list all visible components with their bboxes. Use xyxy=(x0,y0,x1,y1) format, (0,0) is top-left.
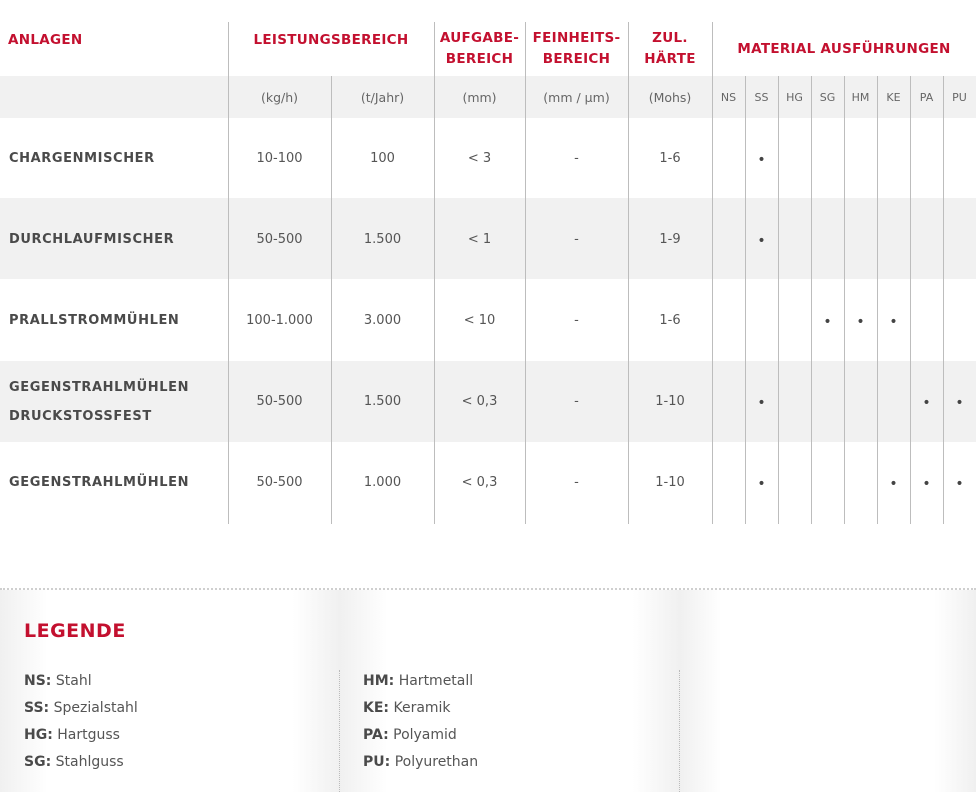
cell-haerte: 1-6 xyxy=(659,313,681,328)
legend-text: Keramik xyxy=(393,700,451,716)
legend-divider xyxy=(339,670,340,792)
cell-haerte: 1-6 xyxy=(659,151,681,166)
legend-item xyxy=(24,751,138,778)
cell-feinheit: - xyxy=(574,151,579,166)
legend-abbr: HG: xyxy=(24,727,53,743)
row-name xyxy=(9,280,179,361)
legend-text: Polyurethan xyxy=(394,754,479,770)
legend-item xyxy=(24,724,138,751)
header-aufgabe-line1: AUFGABE- xyxy=(439,30,520,46)
cell-aufgabe: < 10 xyxy=(463,313,496,328)
legend-text: Polyamid xyxy=(393,727,457,743)
column-divider xyxy=(778,76,779,524)
legend-item xyxy=(24,670,138,697)
material-code: PA xyxy=(919,90,934,104)
unit-kgh: (kg/h) xyxy=(260,89,299,105)
material-code: HM xyxy=(851,90,870,104)
unit-mm: (mm) xyxy=(462,89,497,105)
legend-item xyxy=(363,670,478,697)
header-haerte xyxy=(628,22,712,76)
legend-column-1 xyxy=(24,670,138,778)
cell-aufgabe: < 3 xyxy=(467,151,492,166)
unit-mohs: (Mohs) xyxy=(648,89,692,105)
header-aufgabe-line2: BEREICH xyxy=(445,51,514,67)
cell-feinheit: - xyxy=(574,232,579,247)
row-name-line: DURCHLAUFMISCHER xyxy=(9,232,175,247)
material-mark-ss: • xyxy=(757,394,766,411)
header-material: MATERIAL AUSFÜHRUNGEN xyxy=(737,40,951,57)
material-code: SG xyxy=(819,90,836,104)
legend-title: LEGENDE xyxy=(24,620,126,642)
cell-haerte: 1-9 xyxy=(659,232,681,247)
row-name-line: GEGENSTRAHLMÜHLEN xyxy=(9,475,190,490)
legend-item xyxy=(363,697,478,724)
material-mark-ke: • xyxy=(889,475,898,492)
row-name xyxy=(9,118,155,199)
material-code: KE xyxy=(886,90,901,104)
header-leistungsbereich: LEISTUNGSBEREICH xyxy=(253,31,409,48)
material-mark-pa: • xyxy=(922,475,931,492)
row-name-line: DRUCKSTOSSFEST xyxy=(9,408,152,424)
cell-kgh: 50-500 xyxy=(256,475,303,490)
material-mark-pu: • xyxy=(955,394,964,411)
legend-abbr: PU: xyxy=(363,754,391,770)
legend-panel xyxy=(680,590,976,792)
material-mark-pu: • xyxy=(955,475,964,492)
material-mark-ke: • xyxy=(889,313,898,330)
legend-text: Hartmetall xyxy=(398,673,474,689)
header-feinheitsbereich xyxy=(525,22,628,76)
cell-kgh: 50-500 xyxy=(256,394,303,409)
legend-abbr: SS: xyxy=(24,700,50,716)
legend-item xyxy=(363,724,478,751)
cell-kgh: 50-500 xyxy=(256,232,303,247)
material-code: PU xyxy=(952,90,967,104)
row-name xyxy=(9,361,189,442)
cell-haerte: 1-10 xyxy=(655,475,685,490)
cell-kgh: 100-1.000 xyxy=(246,313,313,328)
legend-section xyxy=(0,588,976,790)
cell-kgh: 10-100 xyxy=(256,151,303,166)
cell-feinheit: - xyxy=(574,313,579,328)
row-name-line: PRALLSTROMMÜHLEN xyxy=(9,313,180,328)
header-aufgabebereich xyxy=(434,22,525,76)
material-code: SS xyxy=(754,90,769,104)
legend-column-2 xyxy=(363,670,478,778)
cell-haerte: 1-10 xyxy=(655,394,685,409)
legend-item xyxy=(363,751,478,778)
header-anlagen: ANLAGEN xyxy=(8,31,83,48)
cell-feinheit: - xyxy=(574,394,579,409)
material-mark-sg: • xyxy=(823,313,832,330)
material-code: NS xyxy=(720,90,737,104)
material-mark-pa: • xyxy=(922,394,931,411)
cell-aufgabe: < 1 xyxy=(467,232,492,247)
cell-tjahr: 1.500 xyxy=(363,232,402,247)
cell-tjahr: 1.500 xyxy=(363,394,402,409)
material-mark-hm: • xyxy=(856,313,865,330)
cell-aufgabe: < 0,3 xyxy=(461,475,498,490)
material-code: HG xyxy=(786,90,803,104)
unit-mm-um: (mm / µm) xyxy=(543,89,610,105)
legend-text: Hartguss xyxy=(57,727,120,743)
row-name-line: GEGENSTRAHLMÜHLEN xyxy=(9,379,190,395)
cell-tjahr: 3.000 xyxy=(363,313,402,328)
legend-abbr: HM: xyxy=(363,673,395,689)
cell-aufgabe: < 0,3 xyxy=(461,394,498,409)
row-name xyxy=(9,442,189,523)
legend-abbr: KE: xyxy=(363,700,390,716)
legend-item xyxy=(24,697,138,724)
legend-abbr: NS: xyxy=(24,673,52,689)
header-haerte-line2: HÄRTE xyxy=(644,51,696,67)
cell-tjahr: 1.000 xyxy=(363,475,402,490)
legend-text: Spezialstahl xyxy=(53,700,138,716)
legend-text: Stahlguss xyxy=(55,754,124,770)
legend-divider xyxy=(679,670,680,792)
legend-abbr: PA: xyxy=(363,727,389,743)
row-name-line: CHARGENMISCHER xyxy=(9,151,155,166)
material-mark-ss: • xyxy=(757,475,766,492)
legend-abbr: SG: xyxy=(24,754,52,770)
legend-text: Stahl xyxy=(55,673,92,689)
cell-feinheit: - xyxy=(574,475,579,490)
material-mark-ss: • xyxy=(757,151,766,168)
header-haerte-line1: ZUL. xyxy=(652,30,688,46)
unit-tjahr: (t/Jahr) xyxy=(360,89,405,105)
header-feinheit-line2: BEREICH xyxy=(542,51,611,67)
row-name xyxy=(9,199,174,280)
cell-tjahr: 100 xyxy=(370,151,395,166)
header-feinheit-line1: FEINHEITS- xyxy=(532,30,621,46)
material-mark-ss: • xyxy=(757,232,766,249)
